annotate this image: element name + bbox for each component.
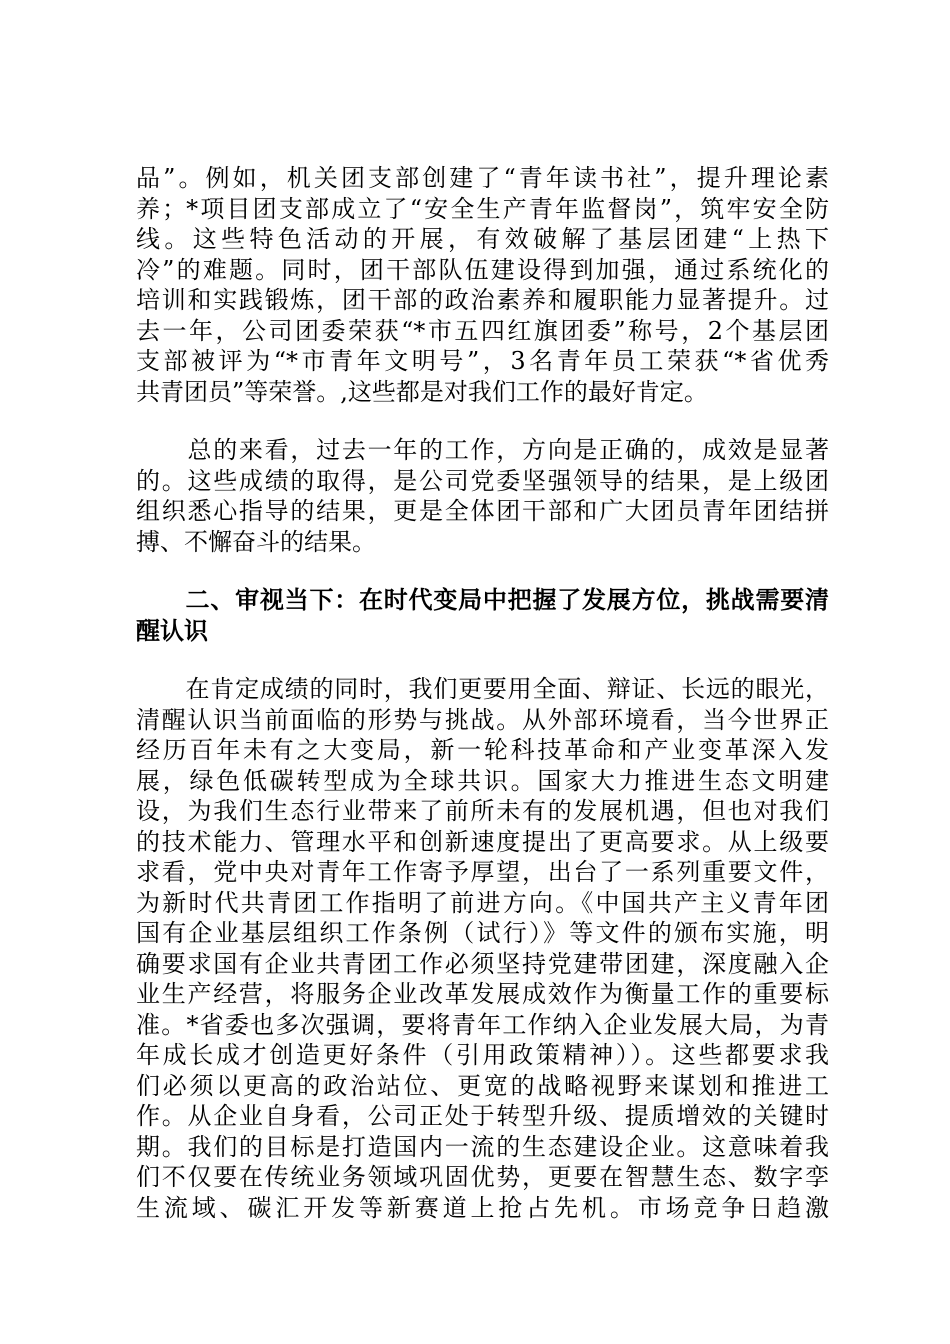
text-line: 们必须以更高的政治站位、更宽的战略视野来谋划和推进工	[136, 1071, 829, 1100]
text-line: 们不仅要在传统业务领域巩固优势，更要在智慧生态、数字孪	[136, 1163, 829, 1191]
text-line: 培训和实践锻炼，团干部的政治素养和履职能力显著提升。过	[136, 286, 829, 314]
heading-line: 醒认识	[136, 615, 208, 645]
text-line: 总的来看，过去一年的工作，方向是正确的，成效是显著	[136, 436, 829, 464]
text-line: 搏、不懈奋斗的结果。	[136, 527, 376, 556]
document-page	[136, 163, 829, 1223]
text-line: 生流域、碳汇开发等新赛道上抢占先机。市场竞争日趋激	[136, 1193, 829, 1222]
paragraph-spacer	[136, 557, 829, 585]
body-paragraph-1	[136, 163, 829, 407]
text-line: 国有企业基层组织工作条例（试行）》等文件的颁布实施，明	[136, 919, 829, 947]
text-line: 线。这些特色活动的开展，有效破解了基层团建“上热下	[136, 225, 829, 253]
text-line: 业生产经营，将服务企业改革发展成效作为衡量工作的重要标	[136, 980, 829, 1008]
text-line: 的。这些成绩的取得，是公司党委坚强领导的结果，是上级团	[136, 466, 829, 495]
text-line: 养；*项目团支部成立了“安全生产青年监督岗”，筑牢安全防	[136, 194, 829, 223]
text-line: 求看，党中央对青年工作寄予厚望，出台了一系列重要文件，	[136, 858, 829, 886]
text-line: 在肯定成绩的同时，我们更要用全面、辩证、长远的眼光，	[136, 675, 829, 703]
body-paragraph-3	[136, 674, 829, 1223]
body-paragraph-2	[136, 435, 829, 557]
paragraph-spacer	[136, 646, 829, 674]
text-line: 设，为我们生态行业带来了前所未有的发展机遇，但也对我们	[136, 797, 829, 825]
text-line: 为新时代共青团工作指明了前进方向。《中国共产主义青年团	[136, 888, 829, 917]
paragraph-spacer	[136, 407, 829, 435]
text-line: 年成长成才创造更好条件（引用政策精神））。这些都要求我	[136, 1041, 829, 1069]
text-line: 确要求国有企业共青团工作必须坚持党建带团建，深度融入企	[136, 949, 829, 978]
text-line: 经历百年未有之大变局，新一轮科技革命和产业变革深入发	[136, 736, 829, 764]
text-line: 组织悉心指导的结果，更是全体团干部和广大团员青年团结拼	[136, 497, 829, 525]
text-line: 共青团员”等荣誉。,这些都是对我们工作的最好肯定。	[136, 377, 708, 406]
text-line: 品”。例如，机关团支部创建了“青年读书社”，提升理论素	[136, 164, 829, 192]
text-line: 冷”的难题。同时，团干部队伍建设得到加强，通过系统化的	[136, 255, 829, 284]
text-line: 的技术能力、管理水平和创新速度提出了更高要求。从上级要	[136, 827, 829, 856]
section-heading	[136, 585, 829, 646]
text-line: 支部被评为“*市青年文明号”，3名青年员工荣获“*省优秀	[136, 347, 829, 375]
text-line: 期。我们的目标是打造国内一流的生态建设企业。这意味着我	[136, 1132, 829, 1161]
text-line: 作。从企业自身看，公司正处于转型升级、提质增效的关键时	[136, 1102, 829, 1130]
text-line: 展，绿色低碳转型成为全球共识。国家大力推进生态文明建	[136, 766, 829, 795]
text-line: 去一年，公司团委荣获“*市五四红旗团委”称号，2个基层团	[136, 316, 829, 345]
heading-line: 二、审视当下：在时代变局中把握了发展方位，挑战需要清	[136, 585, 829, 614]
text-line: 准。*省委也多次强调，要将青年工作纳入企业发展大局，为青	[136, 1010, 829, 1039]
text-line: 清醒认识当前面临的形势与挑战。从外部环境看，当今世界正	[136, 705, 829, 734]
